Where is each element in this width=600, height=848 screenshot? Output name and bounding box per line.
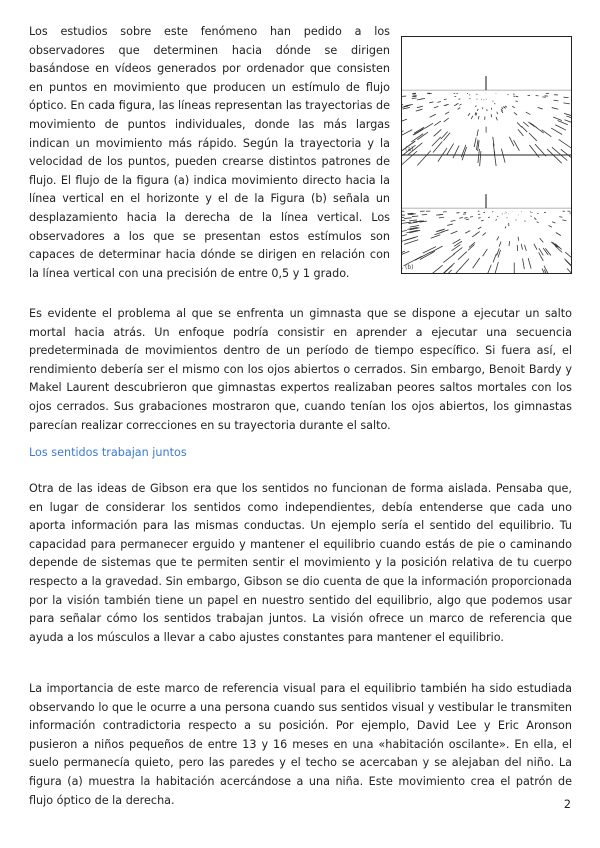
flow-vector [491,108,492,110]
flow-vector [402,106,408,108]
flow-vector [402,251,409,259]
flow-vector [559,139,571,149]
flow-vector [443,133,450,141]
flow-vector [495,262,498,273]
flow-vector [547,149,562,163]
flow-vector [402,119,407,123]
flow-vector [437,102,441,103]
optic-flow-figure [401,36,572,274]
flow-vector [451,231,458,234]
flow-vector [482,233,485,236]
flow-vector [410,225,419,227]
flow-vector [567,268,571,273]
flow-vector [517,122,522,127]
flow-vector [459,99,461,100]
flow-vector [499,241,501,246]
flow-vector [521,126,527,132]
flow-vector [552,147,567,160]
flow-vector [478,218,480,219]
flow-vector [420,251,435,259]
paragraph-swinging-room: La importancia de este marco de referencia visual para el equilibrio también ha sido estudiada observando lo que le ocurre a una persona cuando sus sentidos visual y vestibular le transmiten información contradictoria respecto a su posición. Por ejemplo, David Lee y Eric Aronson pusieron a niños pequeños de entre 13 y 16 meses en una «habitación oscilante». En ella, el suelo permanecía quieto, pero las paredes y el techo se acercaban y se alejaban del niño. La figura (a) muestra la habitación acercándose a una niña. Este movimiento crea el patrón de flujo óptico de la derecha. [29,682,572,807]
flow-vector [429,102,433,103]
flow-vector [502,107,504,109]
flow-vector [525,245,527,251]
flow-vector [414,127,424,133]
flow-vector [534,218,535,219]
flow-vector [525,221,526,222]
flow-vector [470,217,473,218]
flow-vector [494,151,496,166]
flow-vector [503,106,505,108]
flow-vector [458,252,467,260]
flow-vector [441,132,448,139]
flow-vector [417,132,428,140]
flow-vector [565,252,571,260]
flow-vector [553,117,562,121]
flow-vector [534,244,537,250]
flow-vector [538,107,543,109]
flow-vector [537,222,539,223]
flow-vector [443,254,455,263]
flow-vector [416,109,423,111]
flow-vector [417,99,422,100]
flow-vector [402,251,405,259]
flow-vector [512,106,514,108]
flow-vector [404,240,418,245]
flow-vector [446,144,453,156]
flow-vector [409,220,417,221]
flow-vector [518,237,519,241]
flow-vector [465,231,470,234]
flow-vector [514,112,517,115]
flow-vector [459,218,463,219]
flow-vector [488,217,490,218]
flow-vector [496,117,497,120]
flow-vector [553,100,558,101]
flow-vector [402,130,412,137]
flow-vector [555,125,566,130]
flow-vector [431,235,441,238]
flow-vector [434,129,442,136]
flow-vector [493,101,494,102]
flow-vector [480,151,481,166]
flow-vector [403,107,410,109]
flow-vector [466,219,469,220]
flow-vector [402,230,407,233]
flow-vector [475,105,476,106]
flow-vector [497,236,499,240]
flow-vector [478,149,480,163]
flow-vector [402,268,403,273]
flow-vector [477,99,478,100]
flow-vector [402,105,403,106]
flow-vector [565,120,571,124]
flow-vector [459,104,461,105]
flow-vector [441,263,454,273]
flow-vector [434,106,439,108]
flow-vector [439,217,444,218]
flow-vector [528,122,534,127]
flow-vector [412,98,417,99]
flow-vector [542,130,552,137]
flow-vector [458,108,461,110]
flow-vector [468,113,470,116]
flow-vector [469,98,470,99]
flow-vector [505,106,507,107]
flow-vector [444,118,449,122]
flow-vector [517,245,518,251]
flow-vector [559,217,562,218]
flow-vector [464,217,467,218]
flow-vector [566,116,571,119]
flow-vector [529,133,537,141]
flow-vector [451,220,456,221]
flow-vector [478,116,479,119]
flow-vector [526,112,531,115]
flow-vector [412,216,418,217]
flow-vector [486,265,491,273]
flow-vector [564,259,571,270]
flow-vector [431,246,443,252]
flow-vector [404,218,411,219]
flow-vector [477,109,478,111]
flow-vector [509,137,514,146]
section-heading: Los sentidos trabajan juntos [29,446,187,459]
paragraph-gymnast: Es evidente el problema al que se enfrenta un gimnasta que se dispone a ejecutar un salto mortal hacia atrás. Un enfoque podría consistir en aprender a ejecutar una secuencia predeterminada de movimientos dentro de un período de tiempo específico. Si fuera así, el rendimiento debería ser el mismo con los ojos abiertos o cerrados. Sin embargo, Benoit Bardy y Makel Laurent descubrieron que gimnastas expertos realizaban peores saltos mortales con los ojos cerrados. Sus grabaciones mostraron que, cuando tenían los ojos abiertos, los gimnastas parecían realizar correcciones en su trayectoria durante el salto. [29,307,572,432]
flow-vector [447,224,453,225]
flow-vector [530,216,531,217]
figure-label-b: (b) [405,264,414,271]
flow-vector [417,106,423,108]
flow-vector [471,116,473,119]
flow-vector [551,128,562,134]
flow-vector [496,219,497,220]
flow-vector [453,146,459,159]
paragraph-senses-together: Otra de las ideas de Gibson era que los sentidos no funcionan de forma aislada. Pensaba que, en lugar de considerar los sentidos como independientes, debía entenderse que cada uno aporta información para las mismas conductas. Un ejemplo sería el sentido del equilibrio. Tu capacidad para permanecer erguido y mantener el equilibrio cuando estás de pie o caminando depende de sistemas que te permiten sentir el movimiento y la posición relativa de tu cuerpo respecto a la gravedad. Sin embargo, Gibson se dio cuenta de que la información proporcionada por la visión también tiene un papel en nuestro sentido del equilibrio, algo que podemos usar para señalar cómo los sentidos trabajan juntos. La visión ofrece un marco de referencia que ayuda a los músculos a llevar a cabo ajustes constantes para mantener el equilibrio. [29,482,572,644]
flow-vector [497,216,498,217]
flow-vector [493,254,496,263]
paragraph-flow-studies: Los estudios sobre este fenómeno han pedido a los observadores que determinen hacia dónde se dirigen basándose en vídeos generados por ordenador que consisten en puntos en movimiento que producen un estímulo de flujo óptico. En cada figura, las líneas representan las trayectorias de movimiento de puntos individuales, donde las más largas indican un movimiento más rápido. Según la trayectoria y la velocidad de los puntos, pueden crearse distintos patrones de flujo. El flujo de la figura (a) indica movimiento directo hacia la línea vertical en el horizonte y el de la Figura (b) señala un desplazamiento hacia la derecha de la línea vertical. Los observadores a los que se presentan estos estímulos son capaces de determinar hacia dónde se dirigen en relación con la línea vertical con una precisión de entre 0,5 y 1 grado. [29,25,390,280]
flow-vector [483,249,488,256]
flow-vector [478,227,481,229]
flow-vector [509,241,510,246]
flow-vector [535,219,537,220]
flow-vector [540,238,544,242]
flow-vector [481,220,483,221]
page-number: 2 [563,798,571,811]
flow-vector [402,220,405,221]
flow-vector [474,138,476,148]
optic-flow-diagram [402,37,571,273]
flow-vector [556,233,561,236]
flow-vector [523,258,525,269]
flow-vector [445,112,449,114]
flow-vector [497,112,498,114]
flow-vector [518,129,524,136]
flow-vector [421,98,425,99]
flow-vector [494,103,495,104]
flow-vector [425,123,433,128]
flow-vector [460,259,470,270]
flow-vector [444,99,447,100]
flow-vector [562,220,566,221]
flow-vector [402,237,415,241]
flow-vector [523,122,528,127]
flow-vector [514,140,520,151]
flow-vector [473,258,480,268]
flow-vector [505,226,506,228]
flow-vector [516,101,518,102]
flow-vector [402,235,407,238]
flow-vector [434,121,441,125]
flow-vector [563,103,569,104]
flow-vector [521,244,522,250]
flow-vector [552,108,559,110]
flow-vector [417,151,431,166]
flow-vector [430,114,436,117]
flow-vector [558,120,568,124]
flow-vector [456,103,458,104]
flow-vector [501,149,505,163]
flow-vector [477,129,478,136]
flow-vector [472,234,477,237]
flow-vector [552,222,555,223]
flow-vector [564,113,571,116]
flow-vector [528,258,531,268]
flow-vector [402,217,404,218]
figure-label-a: (a) [405,146,414,153]
flow-vector [549,225,552,227]
flow-vector [491,114,492,117]
flow-vector [426,265,443,273]
